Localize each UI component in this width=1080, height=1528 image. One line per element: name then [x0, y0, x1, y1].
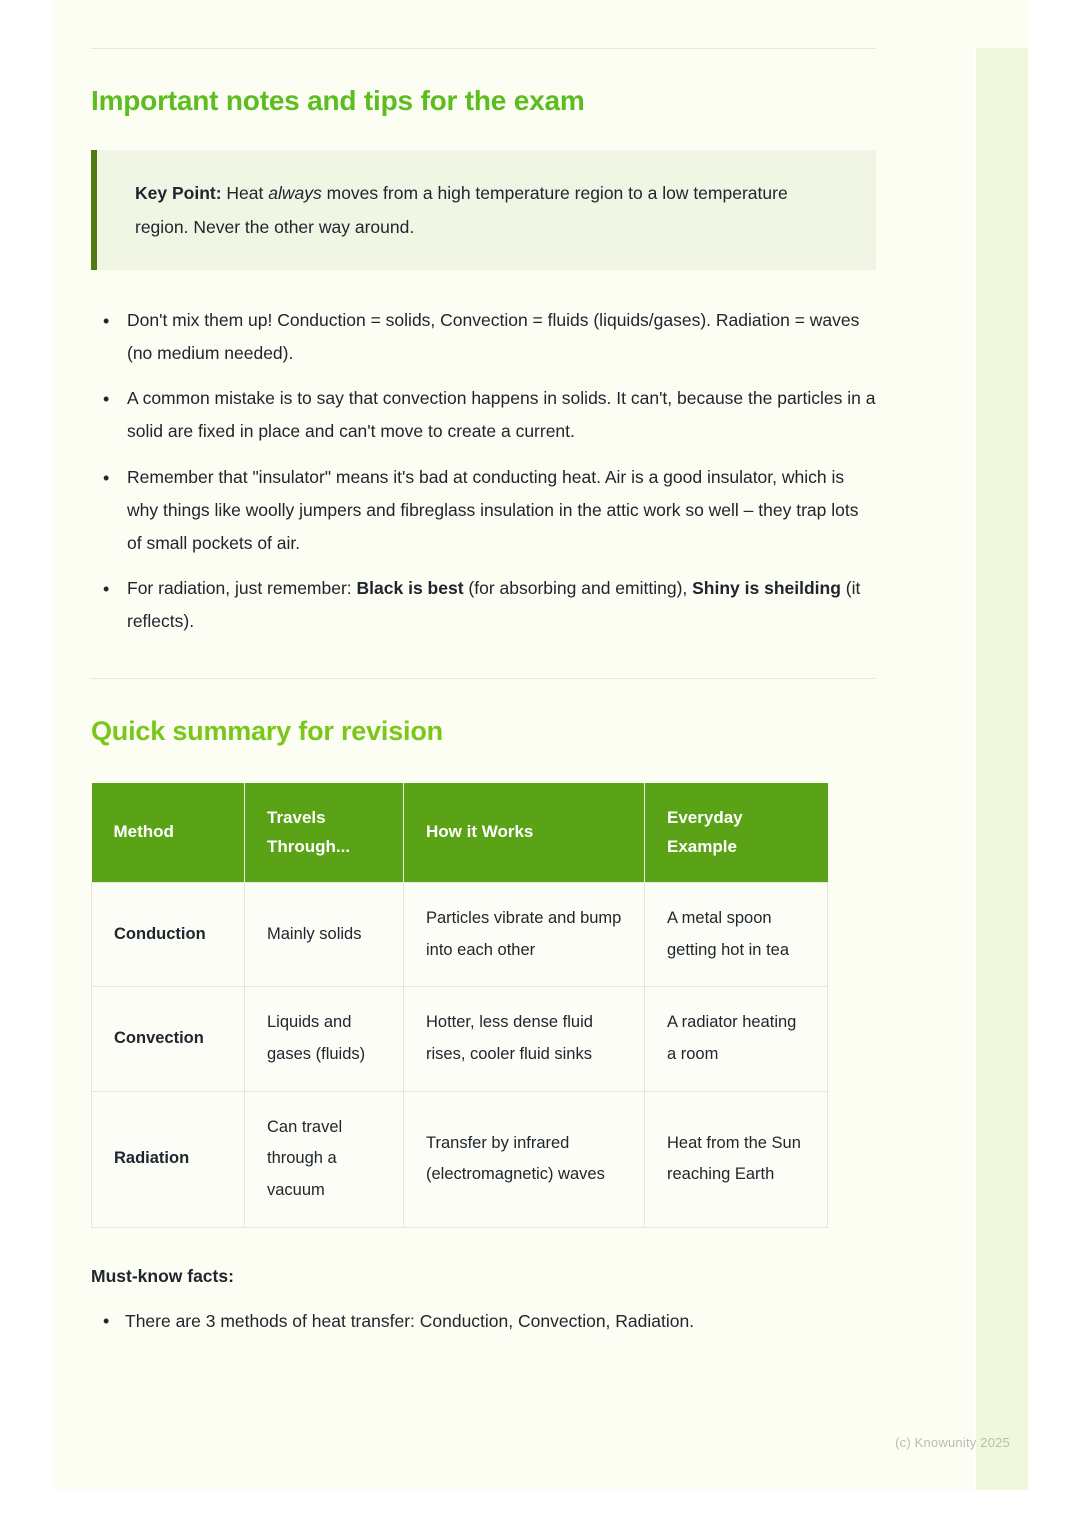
table-row	[92, 883, 828, 987]
radiation-mid: (for absorbing and emitting),	[463, 577, 693, 598]
summary-title: Quick summary for revision	[91, 715, 443, 746]
page-side-strip	[974, 48, 1028, 1490]
list-item: • A common mistake is to say that convection happens in solids. It can't, because the particles in a solid are fixed in place and can't move to create a current.	[125, 382, 876, 448]
column-header-method: Method	[92, 783, 245, 883]
key-point-label: Key Point:	[135, 183, 222, 203]
key-point-emphasis: always	[268, 183, 322, 203]
radiation-lead: For radiation, just remember:	[127, 577, 357, 598]
cell-method: Radiation	[92, 1091, 245, 1227]
top-divider	[91, 48, 876, 49]
cell-travels-through: Liquids and gases (fluids)	[245, 987, 404, 1091]
cell-everyday-example: A metal spoon getting hot in tea	[645, 883, 828, 987]
column-header-travels-through: Travels Through...	[245, 783, 404, 883]
cell-travels-through: Can travel through a vacuum	[245, 1091, 404, 1227]
cell-travels-through: Mainly solids	[245, 883, 404, 987]
page-title: Important notes and tips for the exam	[91, 85, 585, 116]
key-point-callout	[91, 150, 876, 270]
key-point-after: moves from a high temperature region to a low temperature region. Never the other way around.	[135, 183, 788, 238]
radiation-bold-shiny: Shiny is sheilding	[692, 577, 841, 598]
document-page	[52, 0, 1028, 1490]
exam-tips-list	[91, 304, 876, 638]
cell-everyday-example: A radiator heating a room	[645, 987, 828, 1091]
cell-how-it-works: Transfer by infrared (electromagnetic) waves	[404, 1091, 645, 1227]
cell-method: Conduction	[92, 883, 245, 987]
cell-method: Convection	[92, 987, 245, 1091]
table-row	[92, 987, 828, 1091]
list-item-radiation	[125, 572, 876, 638]
heat-transfer-summary-table	[91, 783, 828, 1228]
radiation-tail: (it reflects).	[127, 577, 861, 631]
list-item: • There are 3 methods of heat transfer: Conduction, Convection, Radiation.	[125, 1305, 876, 1337]
table-header-row	[92, 783, 828, 883]
cell-everyday-example: Heat from the Sun reaching Earth	[645, 1091, 828, 1227]
column-header-how-it-works: How it Works	[404, 783, 645, 883]
cell-how-it-works: Hotter, less dense fluid rises, cooler fluid sinks	[404, 987, 645, 1091]
list-item: • Don't mix them up! Conduction = solids, Convection = fluids (liquids/gases). Radiation = waves (no medium needed).	[125, 304, 876, 370]
list-item: • Remember that "insulator" means it's bad at conducting heat. Air is a good insulator, which is why things like woolly jumpers and fibreglass insulation in the attic work so well – they trap lots of small pockets of air.	[125, 461, 876, 560]
must-know-facts-title: Must-know facts:	[91, 1265, 234, 1286]
key-point-before: Heat	[221, 183, 269, 203]
section-divider	[91, 678, 876, 679]
key-point-text	[135, 176, 846, 244]
watermark: (c) Knowunity 2025	[895, 1435, 1010, 1450]
column-header-everyday-example: Everyday Example	[645, 783, 828, 883]
page-content	[91, 0, 876, 1337]
table-row	[92, 1091, 828, 1227]
radiation-bold-black: Black is best	[356, 577, 464, 598]
must-know-facts-list	[91, 1305, 876, 1337]
cell-how-it-works: Particles vibrate and bump into each other	[404, 883, 645, 987]
